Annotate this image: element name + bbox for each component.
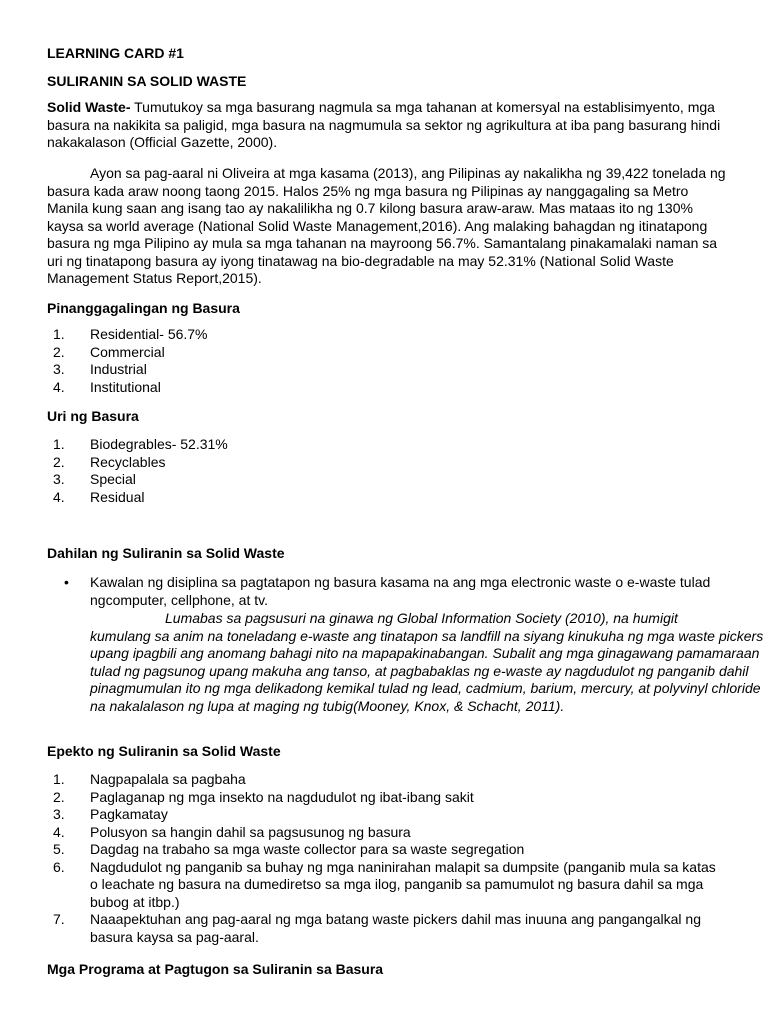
list-item: 4. Residual [53,488,145,505]
sources-list [47,326,727,396]
effects-list [47,771,727,946]
definition-term: Solid Waste- [47,99,131,115]
card-title: LEARNING CARD #1 [47,45,184,61]
list-item: 4. Institutional [53,378,161,395]
definition-paragraph [47,99,727,152]
list-item: 2. Paglaganap ng mga insekto na nagdudulot ng ibat-ibang sakit [53,788,474,805]
list-item: 2. Recyclables [53,453,166,470]
definition-text: Tumutukoy sa mga basurang nagmula sa mga tahanan at komersyal na establisimyento, mga basura na nakikita sa paligid, mga basura na nagmumula sa sektor ng agrikultura at iba pang basurang hindi nakakalason (Official Gazette, 2000). [47,99,721,150]
list-item: 3. Pagkamatay [53,806,168,822]
italic-first-line: Lumabas sa pagsusuri na ginawa ng Global Information Society (2010), na humigit [165,610,678,626]
statistics-paragraph: Ayon sa pag-aaral ni Oliveira at mga kasama (2013), ang Pilipinas ay nakalikha ng 39,422 tonelada ng basura kada araw noong taong 2015. Halos 25% ng mga basura ng Pilipinas ay nanggagaling sa Metro Manila kung saan ang isang tao ay nakalilikha ng 0.7 kilong basura araw-araw. Mas mataas ito ng 130% kaysa sa world average (National Solid Waste Management,2016). Ang malaking bahagdan ng itinatapong basura ng mga Pilipino ay mula sa mga tahanan na mayroong 56.7%. Samantalang pinakamalaki naman sa uri ng tinatapong basura ay iyong tinatawag na bio-degradable na may 52.31% (National Solid Waste Management Status Report,2015). [47,165,726,286]
list-item: 6. Nagdudulot ng panganib sa buhay ng mga naninirahan malapit sa dumpsite (panganib mula sa katas o leachate ng basura na dumediretso sa mga ilog, panganib sa pamumulot ng basura dahil sa mga bubog at itbp.) [53,858,716,910]
causes-list [47,574,727,609]
list-item: 4. Polusyon sa hangin dahil sa pagsusunog ng basura [53,823,411,840]
page-heading: SULIRANIN SA SOLID WASTE [47,73,247,89]
programs-heading: Mga Programa at Pagtugon sa Suliranin sa Basura [47,961,384,977]
list-item: • Kawalan ng disiplina sa pagtatapon ng basura kasama na ang mga electronic waste o e-waste tulad ngcomputer, cellphone, at tv. [64,574,711,608]
list-item: 1. Residential- 56.7% [53,326,208,342]
ewaste-italic-paragraph [47,610,768,715]
types-heading: Uri ng Basura [47,408,139,424]
list-item: 1. Biodegrables- 52.31% [53,436,228,452]
effects-heading: Epekto ng Suliranin sa Solid Waste [47,743,281,759]
italic-rest: kumulang sa anim na toneladang e-waste ang tinatapon sa landfill na siyang kinukuha ng mga waste pickers upang ipagbili ang anomang bahagi nito na mapapakinabangan. Subalit ang mga ginagawang pamamaraan tulad ng pagsunog upang makuha ang tanso, at pagbabaklas ng e-waste ay nagdudulot ng panganib dahil pinagmumulan ito ng mga delikadong kemikal tulad ng lead, cadmium, barium, mercury, at polyvinyl chloride na nakalalason ng lupa at maging ng tubig(Mooney, Knox, & Schacht, 2011). [90,627,764,714]
list-item: 3. Special [53,471,136,487]
types-list [47,436,727,506]
list-item: 5. Dagdag na trabaho sa mga waste collector para sa waste segregation [53,841,525,857]
list-item: 2. Commercial [53,343,165,360]
list-item: 7. Naaapektuhan ang pag-aaral ng mga batang waste pickers dahil mas inuuna ang pangangalkal ng basura kaysa sa pag-aaral. [53,911,701,945]
list-item: 3. Industrial [53,361,147,377]
sources-heading: Pinanggagalingan ng Basura [47,300,240,316]
list-item: 1. Nagpapalala sa pagbaha [53,771,246,787]
causes-heading: Dahilan ng Suliranin sa Solid Waste [47,545,285,561]
